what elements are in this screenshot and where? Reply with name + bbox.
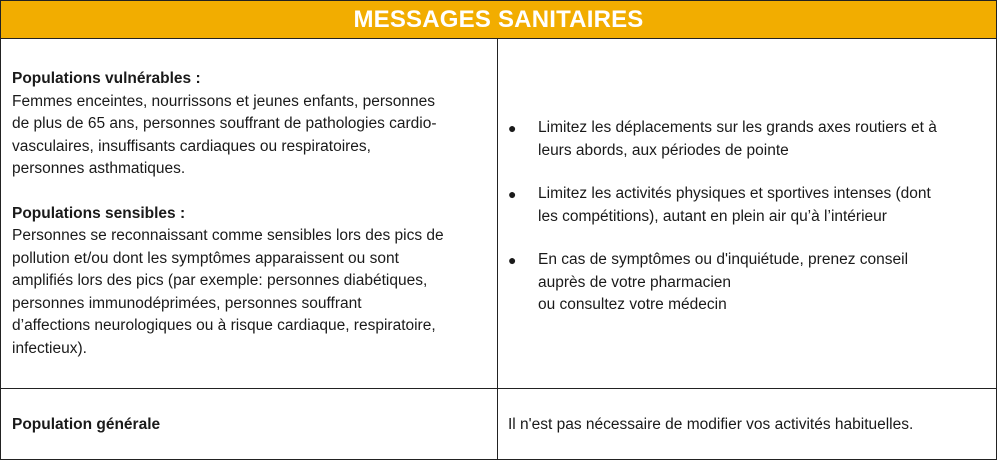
vulnerable-line: de plus de 65 ans, personnes souffrant de pathologies cardio- (12, 115, 437, 132)
advice-item (508, 117, 986, 162)
sensitive-line: infectieux). (12, 339, 87, 357)
advice-cell (498, 39, 996, 388)
vulnerable-line: personnes asthmatiques. (12, 160, 186, 177)
bullet-dot-icon: ● (508, 252, 517, 268)
general-population-message: Il n'est pas nécessaire de modifier vos activités habituelles. (508, 416, 914, 433)
bullet-dot-icon: ● (508, 186, 517, 202)
vulnerable-line: vasculaires, insuffisants cardiaques ou respiratoires, (12, 137, 371, 155)
general-population-row (1, 389, 996, 459)
advice-line: Limitez les déplacements sur les grands axes routiers et à (538, 119, 937, 136)
advice-item (508, 183, 986, 228)
sensitive-populations-title: Populations sensibles : (12, 204, 186, 222)
advice-line: ou consultez votre médecin (538, 296, 727, 313)
sensitive-line: Personnes se reconnaissant comme sensibles lors des pics de (12, 227, 444, 244)
advice-line: En cas de symptômes ou d'inquiétude, prenez conseil (538, 251, 909, 268)
bullet-dot-icon: ● (508, 120, 517, 136)
advice-line: leurs abords, aux périodes de pointe (538, 141, 789, 159)
advice-line: Limitez les activités physiques et sportives intenses (dont (538, 185, 931, 202)
sensitive-populations-row (1, 39, 996, 389)
general-population-label: Population générale (1, 389, 498, 459)
advice-line: auprès de votre pharmacien (538, 273, 732, 291)
advice-line: les compétitions), autant en plein air qu’à l’intérieur (538, 207, 887, 225)
sensitive-line: personnes immunodéprimées, personnes souffrant (12, 294, 362, 312)
vulnerable-populations-title: Populations vulnérables : (12, 70, 201, 87)
table-header (1, 1, 996, 39)
sensitive-line: amplifiés lors des pics (par exemple: personnes diabétiques, (12, 272, 428, 289)
sensitive-line: d’affections neurologiques ou à risque cardiaque, respiratoire, (12, 317, 436, 334)
advice-item (508, 249, 986, 317)
sensitive-line: pollution et/ou dont les symptômes apparaissent ou sont (12, 249, 399, 267)
table-title: MESSAGES SANITAIRES (353, 5, 644, 33)
populations-cell (1, 39, 498, 388)
vulnerable-line: Femmes enceintes, nourrissons et jeunes enfants, personnes (12, 92, 436, 110)
